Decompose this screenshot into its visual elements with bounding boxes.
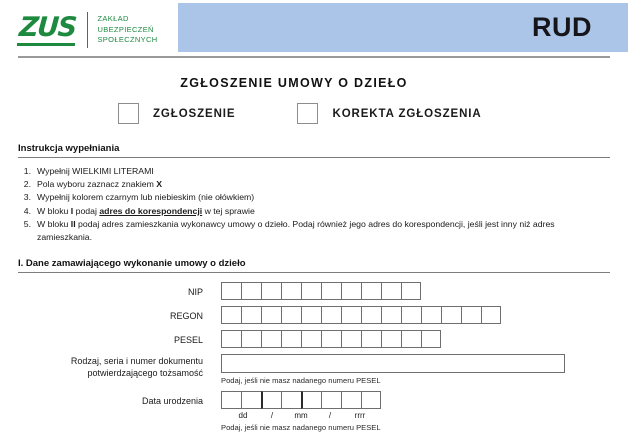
logo-divider [87,12,88,48]
input-cell[interactable] [361,391,381,409]
input-cell[interactable] [241,306,261,324]
input-cell[interactable] [321,330,341,348]
instruction-fragment: Wypełnij kolorem czarnym lub niebieskim (nie ołówkiem) [37,192,255,203]
date-input-boxes[interactable] [221,391,628,409]
legend-day: dd [238,411,248,421]
input-cell[interactable] [221,391,241,409]
instruction-fragment: II [70,218,76,229]
instruction-text [37,218,610,244]
input-cell[interactable] [241,330,261,348]
instruction-text [37,178,610,191]
instructions-heading: Instrukcja wypełniania [18,143,610,158]
input-cell[interactable] [261,306,281,324]
title-area [0,58,628,124]
input-cell[interactable] [221,330,241,348]
page-header [0,0,628,58]
input-cell[interactable] [321,391,341,409]
field-input-boxes[interactable] [221,306,628,324]
instruction-fragment: Pola wyboru zaznacz znakiem [37,179,157,190]
input-cell[interactable] [361,330,381,348]
field-body [221,282,628,300]
field-row [18,306,628,324]
instruction-fragment: I [70,205,74,216]
header-divider [18,56,610,58]
field-label: PESEL [173,335,203,346]
input-cell[interactable] [341,330,361,348]
logo-line-2: UBEZPIECZEŃ [97,24,154,34]
field-label [18,354,221,379]
section-one-heading: I. Dane zamawiającego wykonanie umowy o dzieło [18,258,610,273]
field-hint: Podaj, jeśli nie masz nadanego numeru PESEL [221,376,381,386]
zus-wordmark-icon: ZUS [17,14,78,46]
input-cell[interactable] [381,282,401,300]
instructions-block [18,143,610,244]
input-cell[interactable] [221,306,241,324]
instruction-item [18,205,610,218]
input-cell[interactable] [441,306,461,324]
field-label: NIP [187,287,203,298]
input-cell[interactable] [341,306,361,324]
zus-logo [18,0,178,58]
field-body [221,330,628,348]
logo-line-1: ZAKŁAD [97,14,129,24]
input-cell[interactable] [341,391,361,409]
document-id-input[interactable] [221,354,565,373]
instruction-number: 5. [23,218,31,229]
input-cell[interactable] [301,391,321,409]
instruction-number: 4. [23,205,31,216]
input-cell[interactable] [241,391,261,409]
input-cell[interactable] [381,330,401,348]
input-cell[interactable] [421,330,441,348]
instruction-item [18,218,610,244]
instruction-text [37,191,610,204]
date-format-legend [221,411,383,420]
field-row [18,391,628,432]
instructions-list [18,165,610,244]
submission-type-row [0,103,628,124]
instruction-text [37,205,610,218]
instruction-number: 3. [23,192,31,203]
field-label: Data urodzenia [141,396,203,407]
input-cell[interactable] [381,306,401,324]
field-row [18,330,628,348]
input-cell[interactable] [401,282,421,300]
instruction-fragment: podaj adres zamieszkania wykonawcy umowy o dzieło. Podaj również jego adres do korespondencji, jeśli jest inny niż adres zamieszkania. [37,218,555,243]
input-cell[interactable] [401,306,421,324]
instruction-fragment: Wypełnij WIELKIMI LITERAMI [37,166,154,176]
instruction-fragment: X [156,179,163,190]
input-cell[interactable] [401,330,421,348]
input-cell[interactable] [281,282,301,300]
field-input-boxes[interactable] [221,330,628,348]
instruction-fragment: podaj [73,205,100,216]
input-cell[interactable] [261,330,281,348]
checkbox-zgloszenie[interactable] [118,103,139,124]
input-cell[interactable] [261,282,281,300]
form-code: RUD [532,12,592,42]
legend-separator: / [328,411,332,421]
option-korekta[interactable] [297,103,481,124]
input-cell[interactable] [321,282,341,300]
input-cell[interactable] [361,282,381,300]
field-label: REGON [169,311,203,322]
field-label-line: Rodzaj, seria i numer dokumentu [70,356,203,367]
field-row [18,354,628,385]
input-cell[interactable] [241,282,261,300]
input-cell[interactable] [261,391,281,409]
section-one-fields [0,282,628,432]
instruction-number: 2. [23,179,31,190]
input-cell[interactable] [281,330,301,348]
input-cell[interactable] [341,282,361,300]
input-cell[interactable] [281,306,301,324]
label-korekta: KOREKTA ZGŁOSZENIA [332,107,482,120]
instruction-fragment: adres do korespondencji [99,205,203,216]
checkbox-korekta[interactable] [297,103,318,124]
instruction-text [37,165,610,178]
logo-line-3: SPOŁECZNYCH [97,35,158,45]
header-band [178,3,628,52]
instruction-fragment: W bloku [37,218,71,229]
option-zgloszenie[interactable] [118,103,235,124]
page-title: ZGŁOSZENIE UMOWY O DZIEŁO [180,76,408,90]
instruction-number: 1. [23,166,31,176]
input-cell[interactable] [281,391,301,409]
field-label-line: potwierdzającego tożsamość [87,368,203,379]
input-cell[interactable] [421,306,441,324]
instruction-fragment: w tej sprawie [202,205,255,216]
input-cell[interactable] [301,306,321,324]
input-cell[interactable] [321,306,341,324]
input-cell[interactable] [221,282,241,300]
field-body [221,391,628,432]
input-cell[interactable] [301,330,321,348]
legend-year: rrrr [354,411,366,421]
field-body [221,306,628,324]
input-cell[interactable] [361,306,381,324]
field-input-boxes[interactable] [221,282,628,300]
instruction-fragment: W bloku [37,205,71,216]
zus-logo-text [97,14,157,46]
label-zgloszenie: ZGŁOSZENIE [153,107,236,120]
input-cell[interactable] [461,306,481,324]
field-body [221,354,628,385]
legend-separator: / [270,411,274,421]
input-cell[interactable] [481,306,501,324]
instruction-item [18,178,610,191]
field-hint: Podaj, jeśli nie masz nadanego numeru PESEL [221,423,381,432]
field-row [18,282,628,300]
instruction-item [18,191,610,204]
instruction-item [18,165,610,178]
input-cell[interactable] [301,282,321,300]
legend-month: mm [294,411,308,421]
